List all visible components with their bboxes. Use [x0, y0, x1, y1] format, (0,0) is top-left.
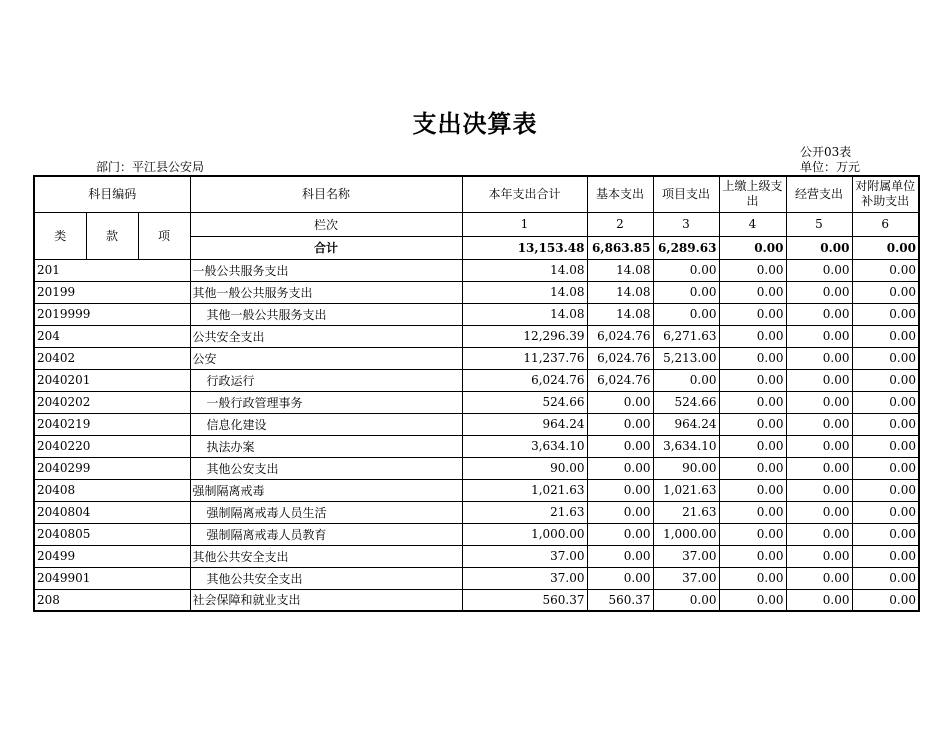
row-subsidy: 0.00 [852, 413, 919, 435]
row-subsidy: 0.00 [852, 479, 919, 501]
row-name: 一般行政管理事务 [190, 391, 462, 413]
row-subsidy: 0.00 [852, 523, 919, 545]
row-project: 0.00 [653, 259, 719, 281]
row-project: 90.00 [653, 457, 719, 479]
row-code: 2019999 [34, 303, 190, 325]
row-name: 其他公共安全支出 [190, 567, 462, 589]
row-basic: 0.00 [587, 391, 653, 413]
row-code: 20402 [34, 347, 190, 369]
row-project: 37.00 [653, 545, 719, 567]
row-basic: 0.00 [587, 435, 653, 457]
row-name: 其他公安支出 [190, 457, 462, 479]
row-subsidy: 0.00 [852, 435, 919, 457]
row-total: 14.08 [462, 259, 587, 281]
row-name: 其他公共安全支出 [190, 545, 462, 567]
row-code: 20199 [34, 281, 190, 303]
row-total: 90.00 [462, 457, 587, 479]
row-project: 1,021.63 [653, 479, 719, 501]
row-operating: 0.00 [786, 545, 852, 567]
row-total: 21.63 [462, 501, 587, 523]
header-subsidy: 对附属单位补助支出 [852, 176, 919, 212]
row-subsidy: 0.00 [852, 303, 919, 325]
row-operating: 0.00 [786, 523, 852, 545]
table-row [34, 281, 919, 303]
row-subsidy: 0.00 [852, 391, 919, 413]
row-upper: 0.00 [719, 457, 786, 479]
row-upper: 0.00 [719, 391, 786, 413]
row-code: 20408 [34, 479, 190, 501]
row-operating: 0.00 [786, 391, 852, 413]
row-total: 964.24 [462, 413, 587, 435]
col-no-5: 5 [786, 212, 852, 236]
row-project: 524.66 [653, 391, 719, 413]
row-code: 2040805 [34, 523, 190, 545]
row-basic: 0.00 [587, 501, 653, 523]
row-operating: 0.00 [786, 259, 852, 281]
row-code: 204 [34, 325, 190, 347]
row-code: 208 [34, 589, 190, 611]
row-project: 5,213.00 [653, 347, 719, 369]
header-xiang: 项 [138, 212, 190, 259]
row-upper: 0.00 [719, 589, 786, 611]
row-basic: 0.00 [587, 523, 653, 545]
row-code: 2049901 [34, 567, 190, 589]
row-subsidy: 0.00 [852, 457, 919, 479]
row-upper: 0.00 [719, 413, 786, 435]
row-name: 社会保障和就业支出 [190, 589, 462, 611]
row-project: 0.00 [653, 589, 719, 611]
table-row [34, 501, 919, 523]
form-number: 公开03表 [800, 145, 852, 159]
table-row [34, 325, 919, 347]
row-name: 公安 [190, 347, 462, 369]
row-code: 2040804 [34, 501, 190, 523]
row-basic: 0.00 [587, 457, 653, 479]
row-name: 强制隔离戒毒人员生活 [190, 501, 462, 523]
total-project: 6,289.63 [653, 236, 719, 259]
row-operating: 0.00 [786, 303, 852, 325]
table-row [34, 391, 919, 413]
row-total: 37.00 [462, 567, 587, 589]
row-project: 37.00 [653, 567, 719, 589]
expenditure-table [33, 175, 920, 612]
col-no-3: 3 [653, 212, 719, 236]
row-total: 12,296.39 [462, 325, 587, 347]
total-basic: 6,863.85 [587, 236, 653, 259]
row-code: 2040202 [34, 391, 190, 413]
row-basic: 14.08 [587, 259, 653, 281]
row-project: 964.24 [653, 413, 719, 435]
row-project: 3,634.10 [653, 435, 719, 457]
row-subsidy: 0.00 [852, 259, 919, 281]
row-subsidy: 0.00 [852, 501, 919, 523]
row-upper: 0.00 [719, 281, 786, 303]
row-operating: 0.00 [786, 501, 852, 523]
row-upper: 0.00 [719, 259, 786, 281]
table-row [34, 589, 919, 611]
row-operating: 0.00 [786, 435, 852, 457]
header-lei: 类 [34, 212, 86, 259]
row-total: 14.08 [462, 281, 587, 303]
table-row [34, 545, 919, 567]
row-name: 其他一般公共服务支出 [190, 281, 462, 303]
row-subsidy: 0.00 [852, 369, 919, 391]
row-project: 1,000.00 [653, 523, 719, 545]
row-subsidy: 0.00 [852, 567, 919, 589]
row-operating: 0.00 [786, 413, 852, 435]
header-operating: 经营支出 [786, 176, 852, 212]
row-project: 0.00 [653, 281, 719, 303]
col-no-2: 2 [587, 212, 653, 236]
total-total: 13,153.48 [462, 236, 587, 259]
row-basic: 14.08 [587, 303, 653, 325]
row-total: 3,634.10 [462, 435, 587, 457]
total-label: 合计 [190, 236, 462, 259]
header-upper: 上缴上级支出 [719, 176, 786, 212]
table-row [34, 479, 919, 501]
row-operating: 0.00 [786, 457, 852, 479]
row-project: 6,271.63 [653, 325, 719, 347]
row-basic: 6,024.76 [587, 369, 653, 391]
total-subsidy: 0.00 [852, 236, 919, 259]
row-basic: 0.00 [587, 545, 653, 567]
row-basic: 0.00 [587, 479, 653, 501]
row-upper: 0.00 [719, 545, 786, 567]
row-operating: 0.00 [786, 369, 852, 391]
row-name: 强制隔离戒毒人员教育 [190, 523, 462, 545]
row-project: 21.63 [653, 501, 719, 523]
row-name: 强制隔离戒毒 [190, 479, 462, 501]
total-upper: 0.00 [719, 236, 786, 259]
page-title: 支出决算表 [412, 110, 538, 138]
header-column-no: 栏次 [190, 212, 462, 236]
table-row [34, 435, 919, 457]
row-operating: 0.00 [786, 567, 852, 589]
row-total: 560.37 [462, 589, 587, 611]
row-total: 11,237.76 [462, 347, 587, 369]
header-name: 科目名称 [190, 176, 462, 212]
row-upper: 0.00 [719, 325, 786, 347]
col-no-4: 4 [719, 212, 786, 236]
header-total: 本年支出合计 [462, 176, 587, 212]
row-subsidy: 0.00 [852, 589, 919, 611]
row-name: 公共安全支出 [190, 325, 462, 347]
row-upper: 0.00 [719, 479, 786, 501]
row-basic: 6,024.76 [587, 347, 653, 369]
row-operating: 0.00 [786, 589, 852, 611]
table-row [34, 303, 919, 325]
row-total: 524.66 [462, 391, 587, 413]
row-upper: 0.00 [719, 501, 786, 523]
col-no-6: 6 [852, 212, 919, 236]
row-project: 0.00 [653, 303, 719, 325]
row-name: 一般公共服务支出 [190, 259, 462, 281]
row-name: 信息化建设 [190, 413, 462, 435]
row-total: 1,000.00 [462, 523, 587, 545]
table-row [34, 369, 919, 391]
row-code: 2040220 [34, 435, 190, 457]
row-subsidy: 0.00 [852, 325, 919, 347]
row-subsidy: 0.00 [852, 347, 919, 369]
row-upper: 0.00 [719, 303, 786, 325]
row-total: 1,021.63 [462, 479, 587, 501]
header-project: 项目支出 [653, 176, 719, 212]
table-row [34, 259, 919, 281]
row-code: 2040299 [34, 457, 190, 479]
row-upper: 0.00 [719, 567, 786, 589]
unit-label: 单位：万元 [800, 160, 861, 174]
table-row [34, 567, 919, 589]
col-no-1: 1 [462, 212, 587, 236]
table-row [34, 457, 919, 479]
table-row [34, 523, 919, 545]
row-operating: 0.00 [786, 479, 852, 501]
row-upper: 0.00 [719, 369, 786, 391]
row-code: 2040201 [34, 369, 190, 391]
row-operating: 0.00 [786, 347, 852, 369]
department-label: 部门：平江县公安局 [96, 160, 205, 174]
row-total: 37.00 [462, 545, 587, 567]
row-basic: 0.00 [587, 567, 653, 589]
row-name: 其他一般公共服务支出 [190, 303, 462, 325]
header-code: 科目编码 [34, 176, 190, 212]
table-row [34, 347, 919, 369]
row-basic: 14.08 [587, 281, 653, 303]
row-basic: 560.37 [587, 589, 653, 611]
row-subsidy: 0.00 [852, 545, 919, 567]
header-basic: 基本支出 [587, 176, 653, 212]
row-code: 201 [34, 259, 190, 281]
row-code: 20499 [34, 545, 190, 567]
row-name: 行政运行 [190, 369, 462, 391]
row-upper: 0.00 [719, 523, 786, 545]
row-project: 0.00 [653, 369, 719, 391]
row-total: 6,024.76 [462, 369, 587, 391]
row-subsidy: 0.00 [852, 281, 919, 303]
row-name: 执法办案 [190, 435, 462, 457]
row-upper: 0.00 [719, 347, 786, 369]
row-operating: 0.00 [786, 325, 852, 347]
row-total: 14.08 [462, 303, 587, 325]
row-operating: 0.00 [786, 281, 852, 303]
row-basic: 0.00 [587, 413, 653, 435]
row-code: 2040219 [34, 413, 190, 435]
row-basic: 6,024.76 [587, 325, 653, 347]
total-operating: 0.00 [786, 236, 852, 259]
header-kuan: 款 [86, 212, 138, 259]
row-upper: 0.00 [719, 435, 786, 457]
table-row [34, 413, 919, 435]
